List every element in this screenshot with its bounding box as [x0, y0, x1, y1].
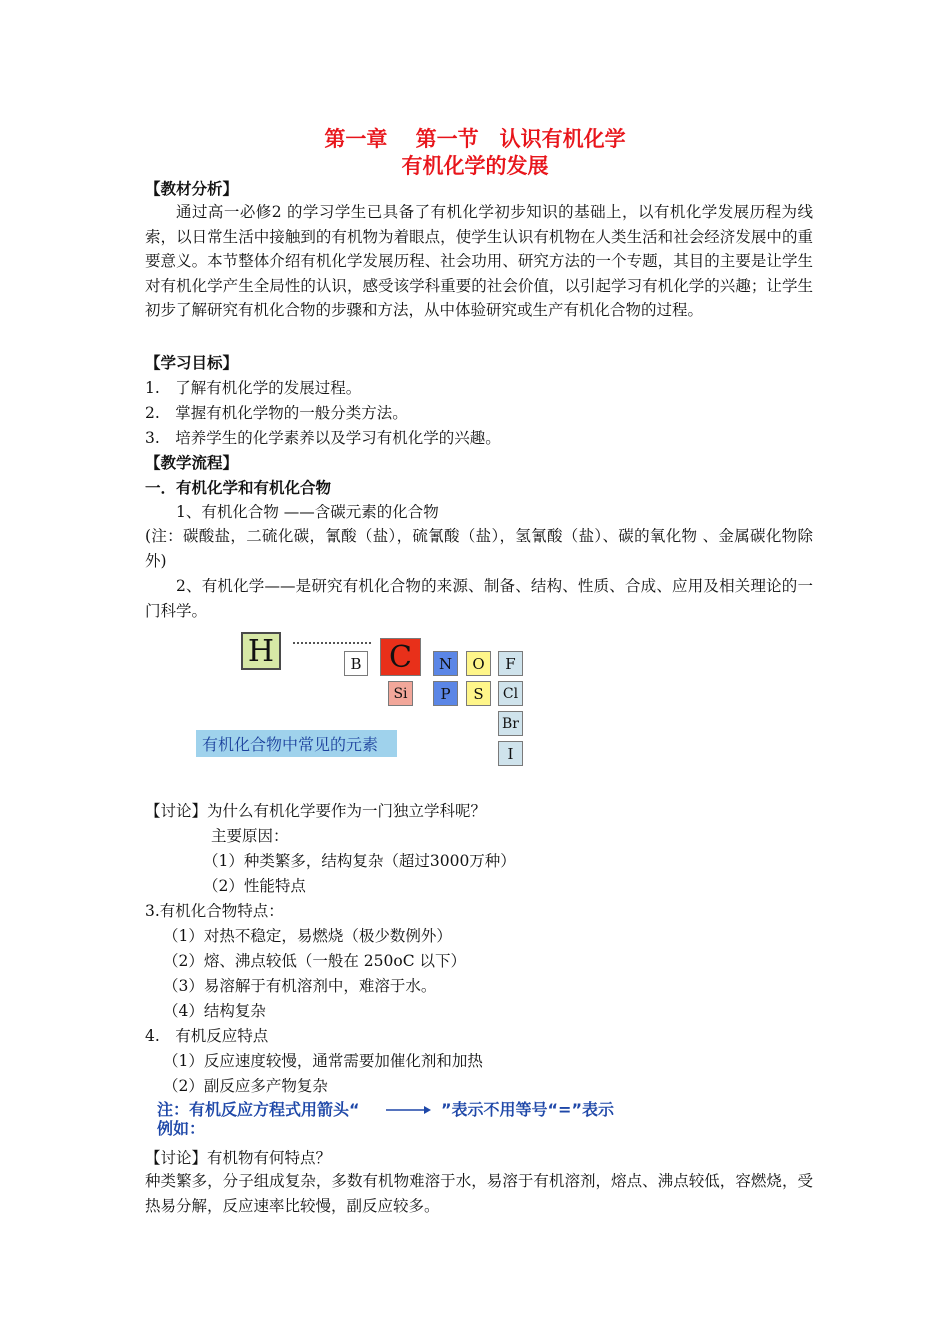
right-arrow-icon [384, 1104, 432, 1116]
analysis-heading: 【教材分析】 [145, 180, 239, 198]
features-heading: 3.有机化合物特点： [145, 902, 284, 920]
organic-compound-note: (注：碳酸盐，二硫化碳，氰酸（盐），硫氰酸（盐），氢氰酸（盐）、碳的氧化物 、金属碳化物除外) [145, 527, 813, 570]
organic-chemistry-definition: 2、有机化学——是研究有机化合物的来源、制备、结构、性质、合成、应用及相关理论的一门科学。 [145, 577, 813, 620]
section-1-heading: 一．有机化学和有机化合物 [145, 479, 332, 497]
element-p: P [433, 681, 458, 706]
element-i: I [498, 741, 523, 766]
feature-item-2: （2）熔、沸点较低（一般在 250oC 以下） [163, 952, 466, 970]
discussion-1-question: 【讨论】为什么有机化学要作为一门独立学科呢？ [145, 802, 487, 820]
reaction-heading: 4. 有机反应特点 [145, 1027, 269, 1045]
reaction-example-label: 例如： [157, 1119, 206, 1138]
reaction-item-1: （1）反应速度较慢，通常需要加催化剂和加热 [163, 1052, 483, 1070]
analysis-body: 通过高一必修2 的学习学生已具备了有机化学初步知识的基础上，以有机化学发展历程为线索，以日常生活中接触到的有机物为着眼点，使学生认识有机物在人类生活和社会经济发展中的重要意义。本节整体介绍有机化学发展历程、社会功用、研究方法的一个专题，其目的主要是让学生对有机化学产生全局性的认识，感受该学科重要的社会价值，以引起学习有机化学的兴趣；让学生初步了解研究有机化合物的步骤和方法，从中体验研究或生产有机化合物的过程。 [145, 203, 813, 320]
element-c: C [380, 638, 421, 676]
element-h: H [241, 632, 281, 670]
goal-item-2: 2. 掌握有机化学物的一般分类方法。 [145, 404, 408, 422]
element-br: Br [498, 711, 523, 736]
element-s: S [466, 681, 491, 706]
discussion-2-answer: 种类繁多，分子组成复杂，多数有机物难溶于水，易溶于有机溶剂，熔点、沸点较低，容燃烧，受热易分解，反应速率比较慢，副反应较多。 [145, 1172, 813, 1215]
reason-2: （2）性能特点 [203, 877, 306, 895]
organic-compound-definition: 1、有机化合物 ——含碳元素的化合物 [176, 503, 439, 521]
goal-item-3: 3. 培养学生的化学素养以及学习有机化学的兴趣。 [145, 429, 501, 447]
element-figure-caption: 有机化合物中常见的元素 [196, 730, 397, 757]
page-subtitle: 有机化学的发展 [401, 154, 549, 178]
reason-1: （1）种类繁多，结构复杂（超过3000万种） [203, 852, 516, 870]
discussion-2-question: 【讨论】有机物有何特点？ [145, 1149, 332, 1167]
feature-item-3: （3）易溶解于有机溶剂中，难溶于水。 [163, 977, 437, 995]
goals-heading: 【学习目标】 [145, 354, 239, 372]
feature-item-4: （4）结构复杂 [163, 1002, 266, 1020]
element-si: Si [388, 681, 413, 706]
element-o: O [466, 651, 491, 676]
feature-item-1: （1）对热不稳定，易燃烧（极少数例外） [163, 927, 452, 945]
reaction-note-end: ”表示不用等号“=”表示 [441, 1100, 614, 1119]
reaction-item-2: （2）副反应多产物复杂 [163, 1077, 328, 1095]
element-cl: Cl [498, 681, 523, 706]
dotted-connector [293, 642, 371, 644]
process-heading: 【教学流程】 [145, 454, 239, 472]
goal-item-1: 1. 了解有机化学的发展过程。 [145, 379, 362, 397]
reaction-note-start: 注：有机反应方程式用箭头“ [157, 1100, 360, 1119]
main-reason-label: 主要原因： [211, 827, 289, 845]
element-n: N [433, 651, 458, 676]
element-f: F [498, 651, 523, 676]
element-b: B [344, 651, 368, 676]
page-title: 第一章 第一节 认识有机化学 [324, 127, 626, 151]
